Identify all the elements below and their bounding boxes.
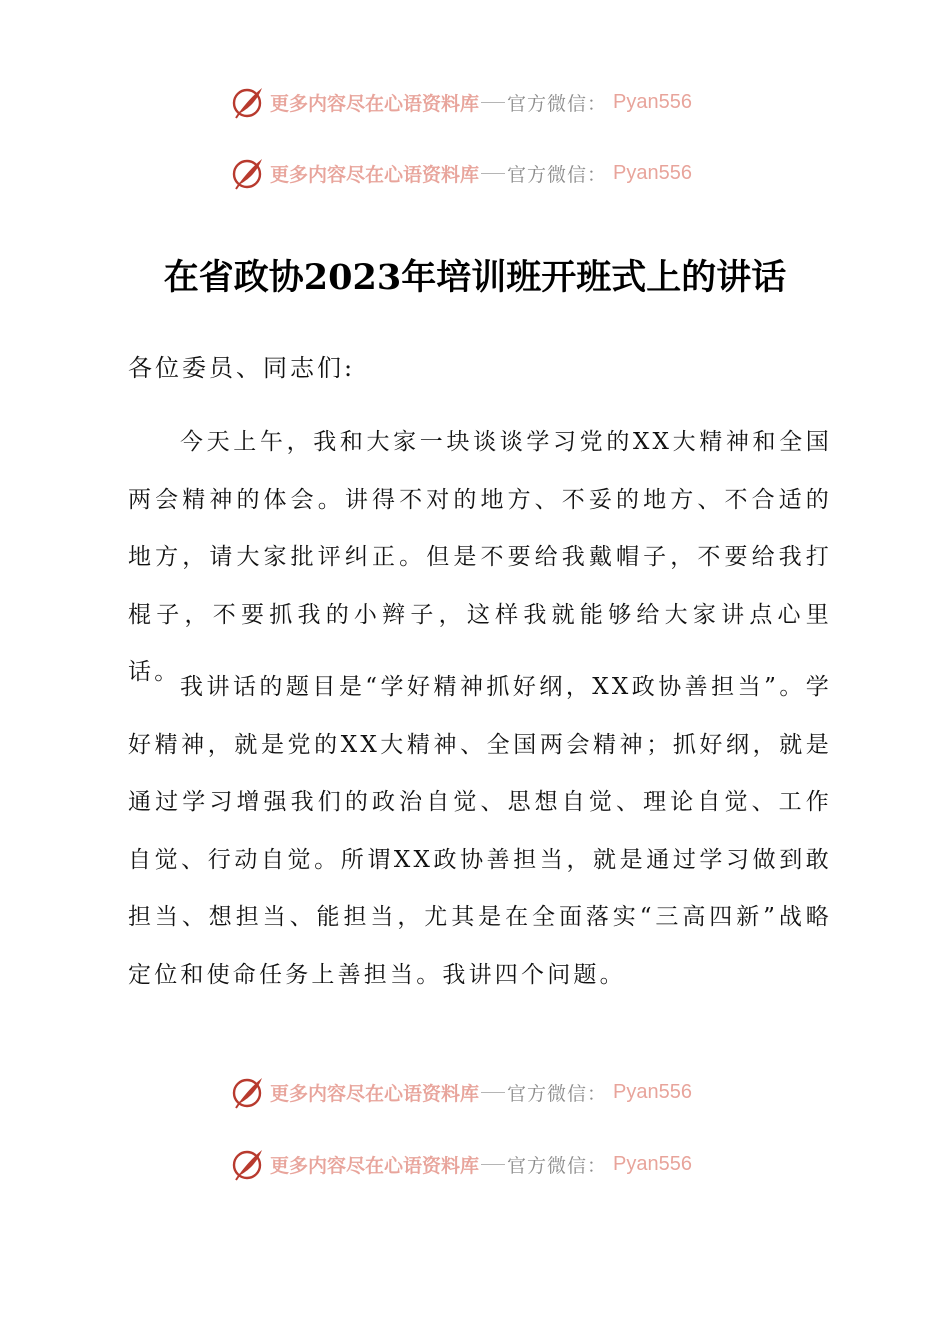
body-paragraph: 我讲话的题目是“学好精神抓好纲，XX政协善担当”。学好精神，就是党的XX大精神、全国两会精神；抓好纲，就是通过学习增强我们的政治自觉、思想自觉、理论自觉、工作自觉、行动自觉。所谓XX政协善担当，就是通过学习做到敢担当、想担当、能担当，尤其是在全面落实“三高四新”战略定位和使命任务上善担当。我讲四个问题。: [128, 674, 832, 988]
document-title: 在省政协2023年培训班开班式上的讲话: [163, 257, 787, 298]
watermark-banner: [230, 82, 750, 122]
body-paragraph: 今天上午，我和大家一块谈谈学习党的XX大精神和全国两会精神的体会。讲得不对的地方、不妥的地方、不合适的地方，请大家批评纠正。但是不要给我戴帽子，不要给我打棍子，不要抓我的小辫子，这样我就能够给大家讲点心里话。: [128, 429, 832, 686]
quill-pen-logo-icon: [230, 155, 266, 191]
salutation: 各位委员、同志们:: [128, 354, 356, 382]
banner-sub-text: 官方微信：: [507, 92, 608, 115]
quill-pen-logo-icon: [230, 1146, 266, 1182]
banner-dash: [481, 173, 505, 174]
banner-main-text: 更多内容尽在心语资料库: [270, 163, 480, 186]
banner-dash: [481, 1164, 505, 1165]
banner-wechat-id: Pyan556: [613, 161, 692, 184]
banner-dash: [481, 102, 505, 103]
banner-dash: [481, 1092, 505, 1093]
banner-sub-text: 官方微信：: [507, 163, 608, 186]
quill-pen-logo-icon: [230, 1074, 266, 1110]
watermark-banner: [230, 153, 750, 193]
watermark-banner: [230, 1144, 750, 1184]
banner-main-text: 更多内容尽在心语资料库: [270, 1154, 480, 1177]
banner-wechat-id: Pyan556: [613, 1152, 692, 1175]
banner-sub-text: 官方微信：: [507, 1154, 608, 1177]
quill-pen-logo-icon: [230, 84, 266, 120]
banner-main-text: 更多内容尽在心语资料库: [270, 92, 480, 115]
watermark-banner: [230, 1072, 750, 1112]
banner-main-text: 更多内容尽在心语资料库: [270, 1082, 480, 1105]
banner-sub-text: 官方微信：: [507, 1082, 608, 1105]
banner-wechat-id: Pyan556: [613, 1080, 692, 1103]
banner-wechat-id: Pyan556: [613, 90, 692, 113]
